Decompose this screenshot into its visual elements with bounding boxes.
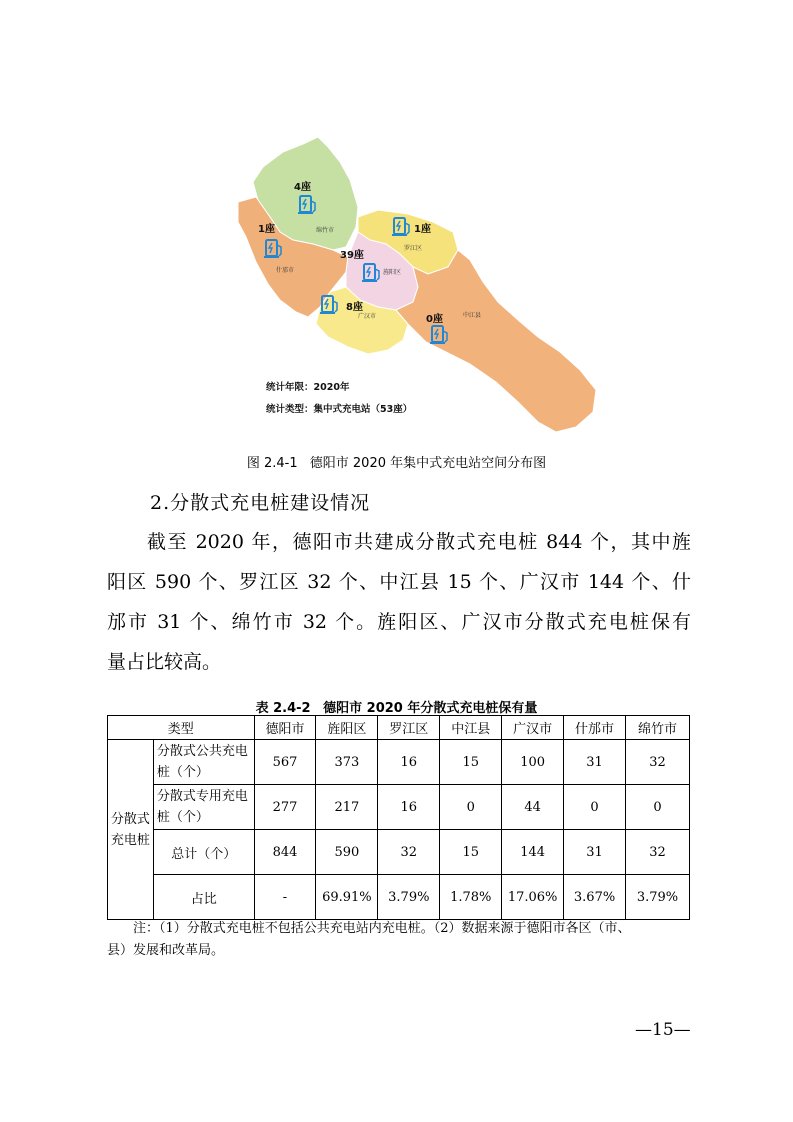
table-header-cell: 旌阳区 bbox=[316, 716, 378, 740]
count-zhongjiang: 0座 bbox=[426, 314, 443, 325]
table-cell: 0 bbox=[626, 785, 690, 830]
table-cell: 373 bbox=[316, 740, 378, 785]
stats-type: 统计类型：集中式充电站（53座） bbox=[266, 404, 413, 415]
table-cell: 3.79% bbox=[378, 875, 440, 920]
table-row bbox=[108, 830, 690, 875]
section-heading: 2.分散式充电桩建设情况 bbox=[150, 492, 371, 514]
table-header-cell: 绵竹市 bbox=[626, 716, 690, 740]
table-cell: 32 bbox=[378, 830, 440, 875]
region-zhongjiang bbox=[396, 250, 596, 432]
table-cell: 15 bbox=[440, 740, 502, 785]
map-svg bbox=[208, 132, 628, 442]
count-guanghan: 8座 bbox=[346, 302, 363, 313]
table-cell: 590 bbox=[316, 830, 378, 875]
table-cell: 3.67% bbox=[564, 875, 626, 920]
table-cell: 844 bbox=[254, 830, 316, 875]
figure-caption-text: 德阳市 2020 年集中式充电站空间分布图 bbox=[309, 456, 547, 471]
table-cell: 69.91% bbox=[316, 875, 378, 920]
table-row bbox=[108, 740, 690, 785]
paragraph-line: 截至 2020 年，德阳市共建成分散式充电桩 844 个，其中旌 bbox=[147, 531, 691, 553]
row-label-cell: 占比 bbox=[153, 875, 254, 920]
page-number: —15— bbox=[635, 1020, 691, 1040]
town-label-luojiang: 罗江区 bbox=[404, 245, 423, 252]
stats-year: 统计年限：2020年 bbox=[266, 382, 350, 393]
distribution-map bbox=[208, 132, 628, 442]
count-mianzhu: 4座 bbox=[294, 182, 311, 193]
table-cell: 32 bbox=[626, 830, 690, 875]
table-cell: - bbox=[254, 875, 316, 920]
table-header-cell: 广汉市 bbox=[502, 716, 564, 740]
paragraph-line: 阳区 590 个、罗江区 32 个、中江县 15 个、广汉市 144 个、什 bbox=[107, 571, 691, 593]
data-table bbox=[107, 715, 690, 920]
table-header-cell: 罗江区 bbox=[378, 716, 440, 740]
table-cell: 31 bbox=[564, 740, 626, 785]
table-caption-number: 表 2.4-2 bbox=[255, 701, 311, 716]
paragraph-line: 量占比较高。 bbox=[107, 651, 222, 673]
table-row bbox=[108, 785, 690, 830]
table-header-cell: 德阳市 bbox=[254, 716, 316, 740]
row-label-cell: 分散式公共充电桩（个） bbox=[153, 740, 254, 785]
count-shifang: 1座 bbox=[258, 224, 275, 235]
table-cell: 44 bbox=[502, 785, 564, 830]
table-header-cell: 类型 bbox=[108, 716, 255, 740]
table-header-cell: 中江县 bbox=[440, 716, 502, 740]
paragraph-line: 邡市 31 个、绵竹市 32 个。旌阳区、广汉市分散式充电桩保有 bbox=[107, 611, 691, 633]
table-cell: 100 bbox=[502, 740, 564, 785]
town-label-guanghan: 广汉市 bbox=[358, 313, 377, 320]
table-header-cell: 什邡市 bbox=[564, 716, 626, 740]
table-header-row bbox=[108, 716, 690, 740]
table-cell: 16 bbox=[378, 740, 440, 785]
table-cell: 144 bbox=[502, 830, 564, 875]
table-cell: 0 bbox=[440, 785, 502, 830]
note-line: 注：（1）分散式充电桩不包括公共充电站内充电桩。（2）数据来源于德阳市各区（市、 bbox=[133, 921, 631, 936]
group-label-cell: 分散式充电桩 bbox=[108, 740, 154, 920]
body-paragraph bbox=[107, 522, 691, 682]
table-cell: 15 bbox=[440, 830, 502, 875]
note-line: 县）发展和改革局。 bbox=[107, 943, 225, 958]
figure-caption bbox=[0, 452, 793, 471]
table-caption-text: 德阳市 2020 年分散式充电桩保有量 bbox=[323, 701, 538, 716]
table-row bbox=[108, 875, 690, 920]
table-note bbox=[107, 918, 697, 962]
table-cell: 1.78% bbox=[440, 875, 502, 920]
table-cell: 217 bbox=[316, 785, 378, 830]
table-cell: 277 bbox=[254, 785, 316, 830]
table-cell: 31 bbox=[564, 830, 626, 875]
figure-caption-number: 图 2.4-1 bbox=[246, 456, 298, 471]
town-label-mianzhu: 绵竹市 bbox=[316, 227, 335, 234]
table-caption bbox=[0, 697, 793, 716]
table-cell: 0 bbox=[564, 785, 626, 830]
table-cell: 3.79% bbox=[626, 875, 690, 920]
table-cell: 17.06% bbox=[502, 875, 564, 920]
table-cell: 32 bbox=[626, 740, 690, 785]
table-cell: 567 bbox=[254, 740, 316, 785]
town-label-shifang: 什邡市 bbox=[276, 267, 295, 274]
count-luojiang: 1座 bbox=[414, 224, 431, 235]
table-cell: 16 bbox=[378, 785, 440, 830]
town-label-zhongjiang: 中江县 bbox=[463, 312, 482, 319]
town-label-jingyang: 旌阳区 bbox=[383, 269, 402, 276]
row-label-cell: 总计（个） bbox=[153, 830, 254, 875]
count-jingyang: 39座 bbox=[340, 250, 364, 261]
row-label-cell: 分散式专用充电桩（个） bbox=[153, 785, 254, 830]
